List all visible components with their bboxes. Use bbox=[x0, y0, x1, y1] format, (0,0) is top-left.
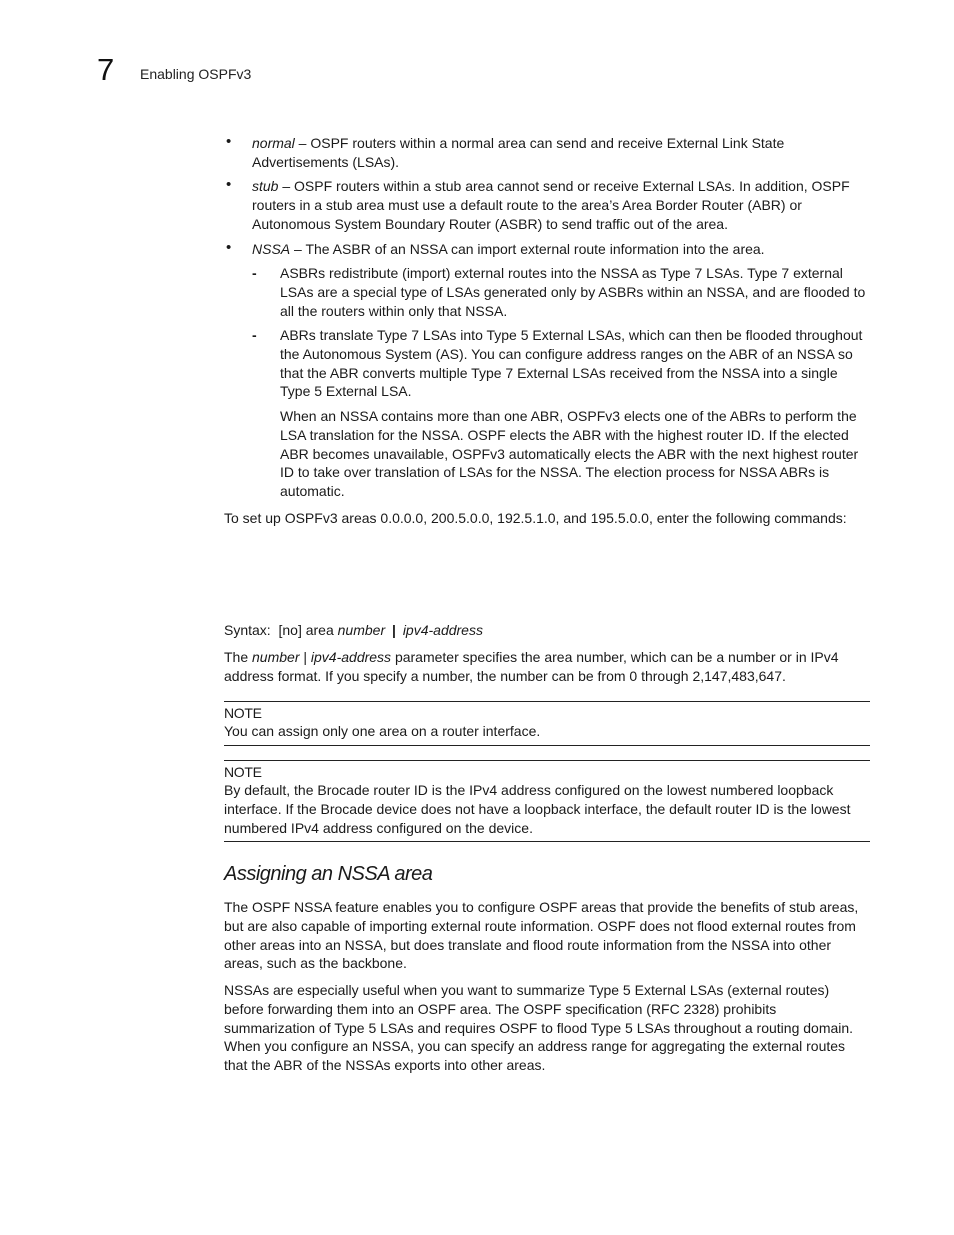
section-paragraph: The OSPF NSSA feature enables you to configure OSPF areas that provide the benefits of stub areas, but are also capable of importing external route information. OSPF does not flood external routes from other areas into an NSSA, but does translate and flood route information from the NSSA into other areas, such as the backbone. bbox=[224, 899, 859, 972]
bullet-icon: • bbox=[226, 238, 232, 256]
bullet-icon: • bbox=[226, 133, 232, 150]
term: stub bbox=[252, 178, 279, 195]
running-header-title: Enabling OSPFv3 bbox=[140, 66, 252, 82]
bullet-icon: • bbox=[226, 176, 232, 194]
setup-intro: To set up OSPFv3 areas 0.0.0.0, 200.5.0.0, 192.5.1.0, and 195.5.0.0, enter the following commands: bbox=[224, 509, 847, 526]
sub-item-text: ABRs translate Type 7 LSAs into Type 5 External LSAs, which can then be flooded throughout the Autonomous System (AS). You can configure address ranges on the ABR of an NSSA so that the ABR converts multiple Type 7 External LSAs received from the NSSA into a single Type 5 External LSA. bbox=[280, 327, 863, 400]
page-content bbox=[224, 134, 870, 1081]
nssa-sub-list bbox=[252, 264, 870, 500]
param-arg-number: number bbox=[252, 649, 300, 666]
note-label: NOTE bbox=[224, 764, 262, 781]
parameter-description bbox=[224, 648, 870, 685]
list-item-nssa bbox=[224, 240, 870, 501]
section-heading: Assigning an NSSA area bbox=[224, 863, 433, 886]
note-text: By default, the Brocade router ID is the IPv4 address configured on the lowest numbered loopback interface. If the Brocade device does not have a loopback interface, the default router ID is the lowest numbered IPv4 address configured on the device. bbox=[224, 782, 851, 836]
param-lead: The bbox=[224, 649, 253, 666]
area-type-list bbox=[224, 134, 870, 501]
list-item-stub bbox=[224, 177, 870, 233]
dash-icon: - bbox=[252, 327, 257, 344]
dash-icon: - bbox=[252, 265, 257, 282]
term-description: – OSPF routers within a stub area cannot send or receive External LSAs. In addition, OSPF routers in a stub area must use a default route to the area’s Area Border Router (ABR) or Autonomous System Boundary Router (ASBR) to send traffic out of the area. bbox=[252, 178, 850, 232]
syntax-label: Syntax: bbox=[224, 622, 271, 639]
term: normal bbox=[252, 135, 295, 151]
note-label: NOTE bbox=[224, 705, 262, 722]
syntax-arg-ipv4: ipv4-address bbox=[402, 622, 483, 639]
sub-list-item bbox=[252, 264, 870, 320]
syntax-line bbox=[224, 621, 870, 640]
note-box bbox=[224, 701, 870, 746]
syntax-command: [no] area bbox=[278, 622, 334, 639]
nssa-election-text: When an NSSA contains more than one ABR, OSPFv3 elects one of the ABRs to perform the LSA translation for the NSSA. OSPF elects the ABR with the highest router ID. If the elected ABR becomes unavailable, OSPFv3 automatically elects the ABR with the next highest router ID to take over translation of LSAs for the NSSA. The election process for NSSA ABRs is automatic. bbox=[280, 408, 859, 499]
term-description: – The ASBR of an NSSA can import external route information into the area. bbox=[290, 240, 765, 257]
note-text: You can assign only one area on a router interface. bbox=[224, 723, 541, 740]
term: NSSA bbox=[252, 240, 291, 257]
note-box bbox=[224, 760, 870, 842]
section-paragraph: NSSAs are especially useful when you want to summarize Type 5 External LSAs (external routes) before forwarding them into an OSPF area. The OSPF specification (RFC 2328) prohibits summarization of Type 5 LSAs and requires OSPF to flood Type 5 LSAs throughout a routing domain. When you configure an NSSA, you can specify an address range for aggregating the external routes that the ABR of the NSSAs exports into other areas. bbox=[224, 982, 854, 1073]
syntax-arg-number: number bbox=[337, 622, 386, 639]
param-arg-ipv4: ipv4-address bbox=[310, 649, 392, 666]
syntax-separator: | bbox=[392, 622, 396, 639]
param-rest: parameter specifies the area number, which can be a number or in IPv4 address format. If you specify a number, the number can be from 0 through 2,147,483,647. bbox=[224, 649, 839, 684]
chapter-number: 7 bbox=[97, 52, 115, 87]
sub-list-item bbox=[252, 326, 870, 500]
command-example-space bbox=[224, 533, 870, 613]
param-sep: | bbox=[299, 649, 311, 666]
sub-item-text: ASBRs redistribute (import) external routes into the NSSA as Type 7 LSAs. Type 7 external LSAs are a special type of LSAs generated only by ASBRs within an NSSA, and are flooded to all the routers within only that NSSA. bbox=[280, 265, 866, 319]
term-description: – OSPF routers within a normal area can send and receive External Link State Advertisements (LSAs). bbox=[252, 135, 785, 170]
list-item-normal bbox=[224, 134, 870, 171]
